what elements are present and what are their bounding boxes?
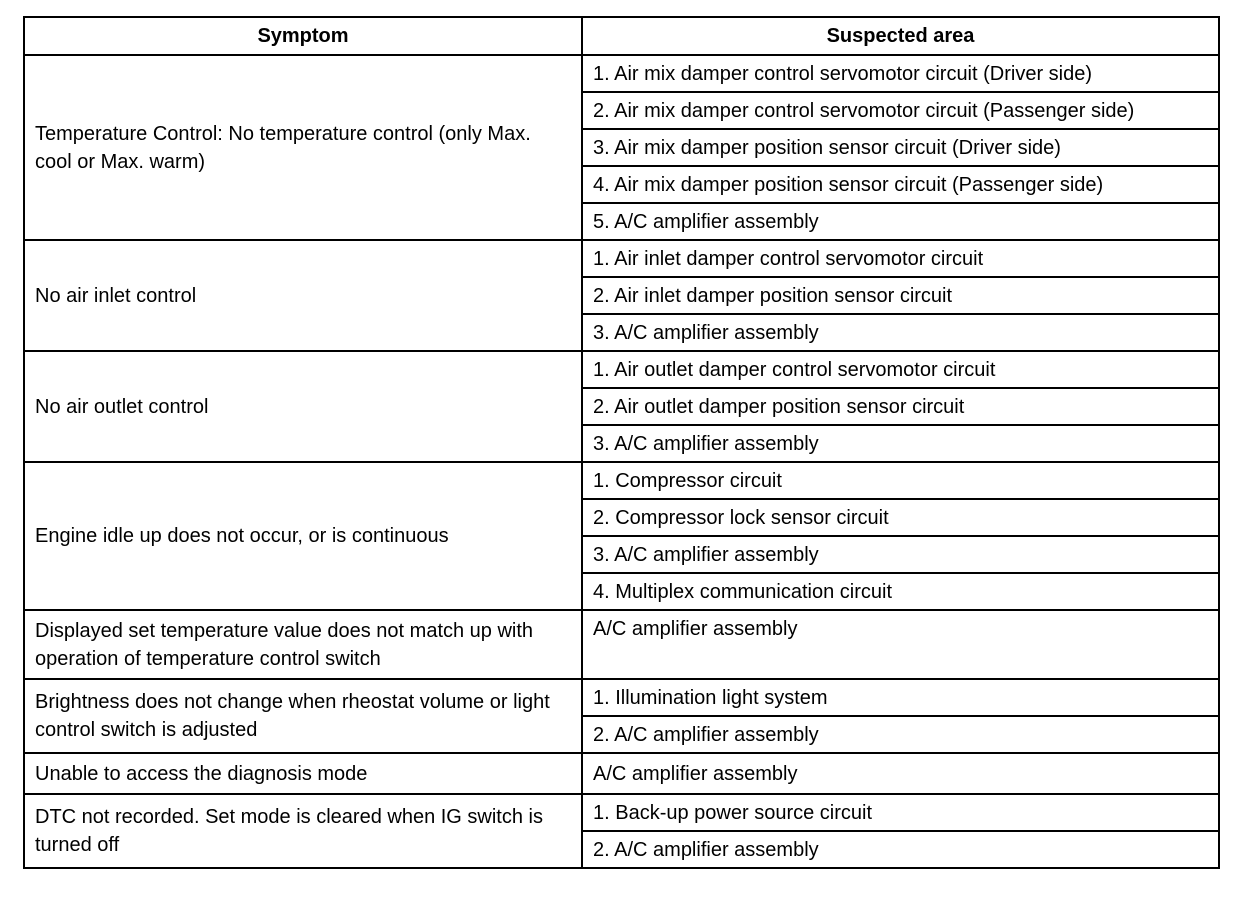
suspected-area-cell: 2. Air outlet damper position sensor circuit <box>582 388 1219 425</box>
suspected-area-column-header: Suspected area <box>582 17 1219 55</box>
symptom-cell: DTC not recorded. Set mode is cleared when IG switch is turned off <box>24 794 582 868</box>
suspected-area-cell: 2. Compressor lock sensor circuit <box>582 499 1219 536</box>
symptom-cell: Brightness does not change when rheostat volume or light control switch is adjusted <box>24 679 582 753</box>
table-row <box>24 462 1219 499</box>
symptom-cell: No air outlet control <box>24 351 582 462</box>
suspected-area-cell: 1. Air mix damper control servomotor circuit (Driver side) <box>582 55 1219 92</box>
suspected-area-cell: 3. A/C amplifier assembly <box>582 314 1219 351</box>
table-row <box>24 679 1219 716</box>
suspected-area-cell: 1. Illumination light system <box>582 679 1219 716</box>
table-row <box>24 753 1219 794</box>
suspected-area-cell: 5. A/C amplifier assembly <box>582 203 1219 240</box>
suspected-area-cell: 1. Air inlet damper control servomotor circuit <box>582 240 1219 277</box>
suspected-area-cell: 3. Air mix damper position sensor circuit (Driver side) <box>582 129 1219 166</box>
table-row <box>24 351 1219 388</box>
symptom-cell: No air inlet control <box>24 240 582 351</box>
suspected-area-cell: 4. Air mix damper position sensor circuit (Passenger side) <box>582 166 1219 203</box>
suspected-area-cell: A/C amplifier assembly <box>582 753 1219 794</box>
suspected-area-cell: 2. A/C amplifier assembly <box>582 716 1219 753</box>
header-row <box>24 17 1219 55</box>
table-row <box>24 794 1219 831</box>
suspected-area-cell: A/C amplifier assembly <box>582 610 1219 679</box>
symptom-cell: Displayed set temperature value does not match up with operation of temperature control switch <box>24 610 582 679</box>
symptom-column-header: Symptom <box>24 17 582 55</box>
table-row <box>24 610 1219 679</box>
symptom-cell: Unable to access the diagnosis mode <box>24 753 582 794</box>
table-row <box>24 240 1219 277</box>
symptom-cell: Temperature Control: No temperature control (only Max. cool or Max. warm) <box>24 55 582 240</box>
problem-symptoms-table <box>23 16 1220 869</box>
suspected-area-cell: 1. Air outlet damper control servomotor circuit <box>582 351 1219 388</box>
suspected-area-cell: 4. Multiplex communication circuit <box>582 573 1219 610</box>
suspected-area-cell: 2. Air inlet damper position sensor circuit <box>582 277 1219 314</box>
symptom-cell: Engine idle up does not occur, or is continuous <box>24 462 582 610</box>
suspected-area-cell: 1. Back-up power source circuit <box>582 794 1219 831</box>
suspected-area-cell: 2. Air mix damper control servomotor circuit (Passenger side) <box>582 92 1219 129</box>
table-row <box>24 55 1219 92</box>
suspected-area-cell: 2. A/C amplifier assembly <box>582 831 1219 868</box>
suspected-area-cell: 1. Compressor circuit <box>582 462 1219 499</box>
suspected-area-cell: 3. A/C amplifier assembly <box>582 425 1219 462</box>
suspected-area-cell: 3. A/C amplifier assembly <box>582 536 1219 573</box>
